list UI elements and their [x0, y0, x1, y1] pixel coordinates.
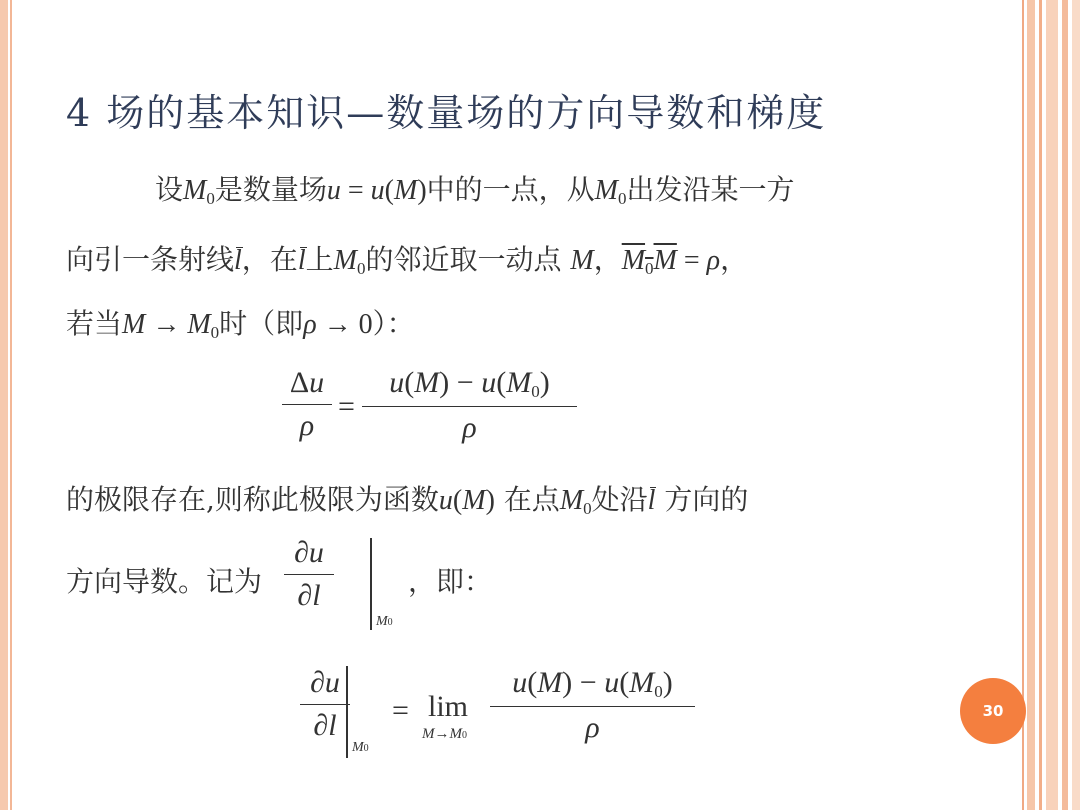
- paragraph-line-2: 向引一条射线l，在l上$M_0$的邻近取一动点 M，$M_0M = \rho$，: [66, 243, 749, 278]
- evaluation-point: M0: [376, 614, 393, 629]
- difference-fraction: $\frac{u(M) - u(M_0)}{\rho}$: [362, 366, 577, 445]
- page-number-badge: 30: [960, 678, 1026, 744]
- limit-subscript: M→M0: [422, 726, 467, 742]
- evaluation-bar: [370, 538, 372, 630]
- partial-derivative-notation: $\frac{\partial u}{\partial l}$: [284, 536, 334, 613]
- left-border-line: [10, 0, 12, 810]
- partial-derivative-definition-left: $\frac{\partial u}{\partial l}$: [300, 666, 350, 743]
- right-border: [1014, 0, 1080, 810]
- paragraph-line-3: 若当$M \to M_0$时（即ρ → 0）：: [66, 307, 415, 342]
- delta-fraction: $\frac{\Delta u}{\rho}$: [282, 366, 332, 443]
- left-border: [0, 0, 8, 810]
- equals-sign: =: [338, 390, 355, 423]
- paragraph-line-5b: ，即：: [408, 565, 493, 598]
- paragraph-line-4: 的极限存在,则称此极限为函数u(M) 在点$M_0$处沿l 方向的: [66, 483, 749, 518]
- limit-fraction: $\frac{u(M) - u(M_0)}{\rho}$: [490, 666, 695, 745]
- paragraph-line-1: 设$M_0$是数量场u = u(M)中的一点，从$M_0$出发沿某一方: [155, 173, 795, 208]
- paragraph-line-5a: 方向导数。记为: [66, 565, 263, 598]
- equals-sign-2: =: [392, 694, 409, 727]
- evaluation-bar-2: [346, 666, 348, 758]
- slide-title: 4 场的基本知识—数量场的方向导数和梯度: [66, 91, 827, 135]
- limit-operator: lim: [428, 690, 469, 723]
- evaluation-point-2: M0: [352, 740, 369, 755]
